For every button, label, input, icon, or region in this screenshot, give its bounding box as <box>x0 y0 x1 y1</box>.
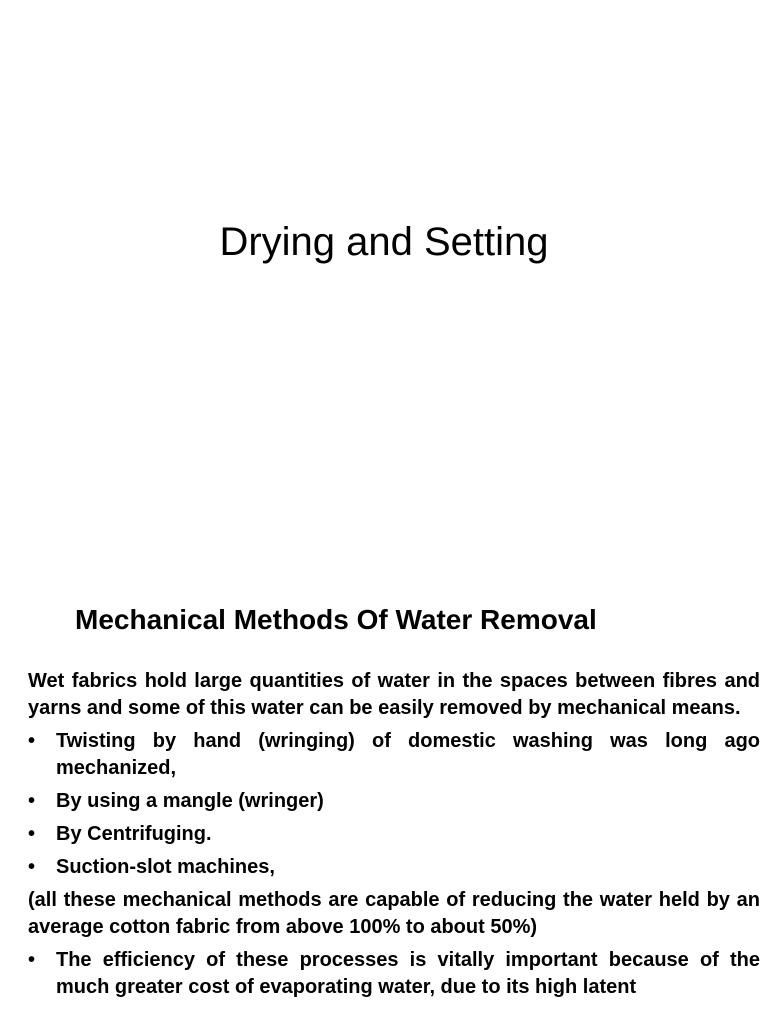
bullet-icon: • <box>28 730 36 752</box>
slide-heading: Mechanical Methods Of Water Removal <box>75 604 597 635</box>
bullet-icon: • <box>28 856 36 878</box>
slide-body <box>28 668 760 1007</box>
bullet-item <box>28 947 760 1001</box>
bullet-item <box>28 854 760 881</box>
intro-paragraph: Wet fabrics hold large quantities of water in the spaces between fibres and yarns and some of this water can be easily removed by mechanical means. <box>28 670 760 719</box>
bullet-icon: • <box>28 823 36 845</box>
bullet-item <box>28 788 760 815</box>
bullet-list <box>28 728 760 881</box>
bullet-item <box>28 821 760 848</box>
bullet-text: By using a mangle (wringer) <box>56 790 324 812</box>
bullet-icon: • <box>28 949 36 971</box>
bullet-icon: • <box>28 790 36 812</box>
content-slide <box>0 576 768 1024</box>
slide-title: Drying and Setting <box>219 220 549 264</box>
bullet-list-2 <box>28 947 760 1001</box>
bullet-text: The efficiency of these processes is vitally important because of the much greater cost of evaporating water, due to its high latent <box>56 949 760 998</box>
bullet-text: Suction-slot machines, <box>56 856 275 878</box>
note-paragraph: (all these mechanical methods are capable of reducing the water held by an average cotton fabric from above 100% to about 50%) <box>28 889 760 938</box>
bullet-text: By Centrifuging. <box>56 823 212 845</box>
bullet-text: Twisting by hand (wringing) of domestic washing was long ago mechanized, <box>56 730 760 779</box>
bullet-item <box>28 728 760 782</box>
